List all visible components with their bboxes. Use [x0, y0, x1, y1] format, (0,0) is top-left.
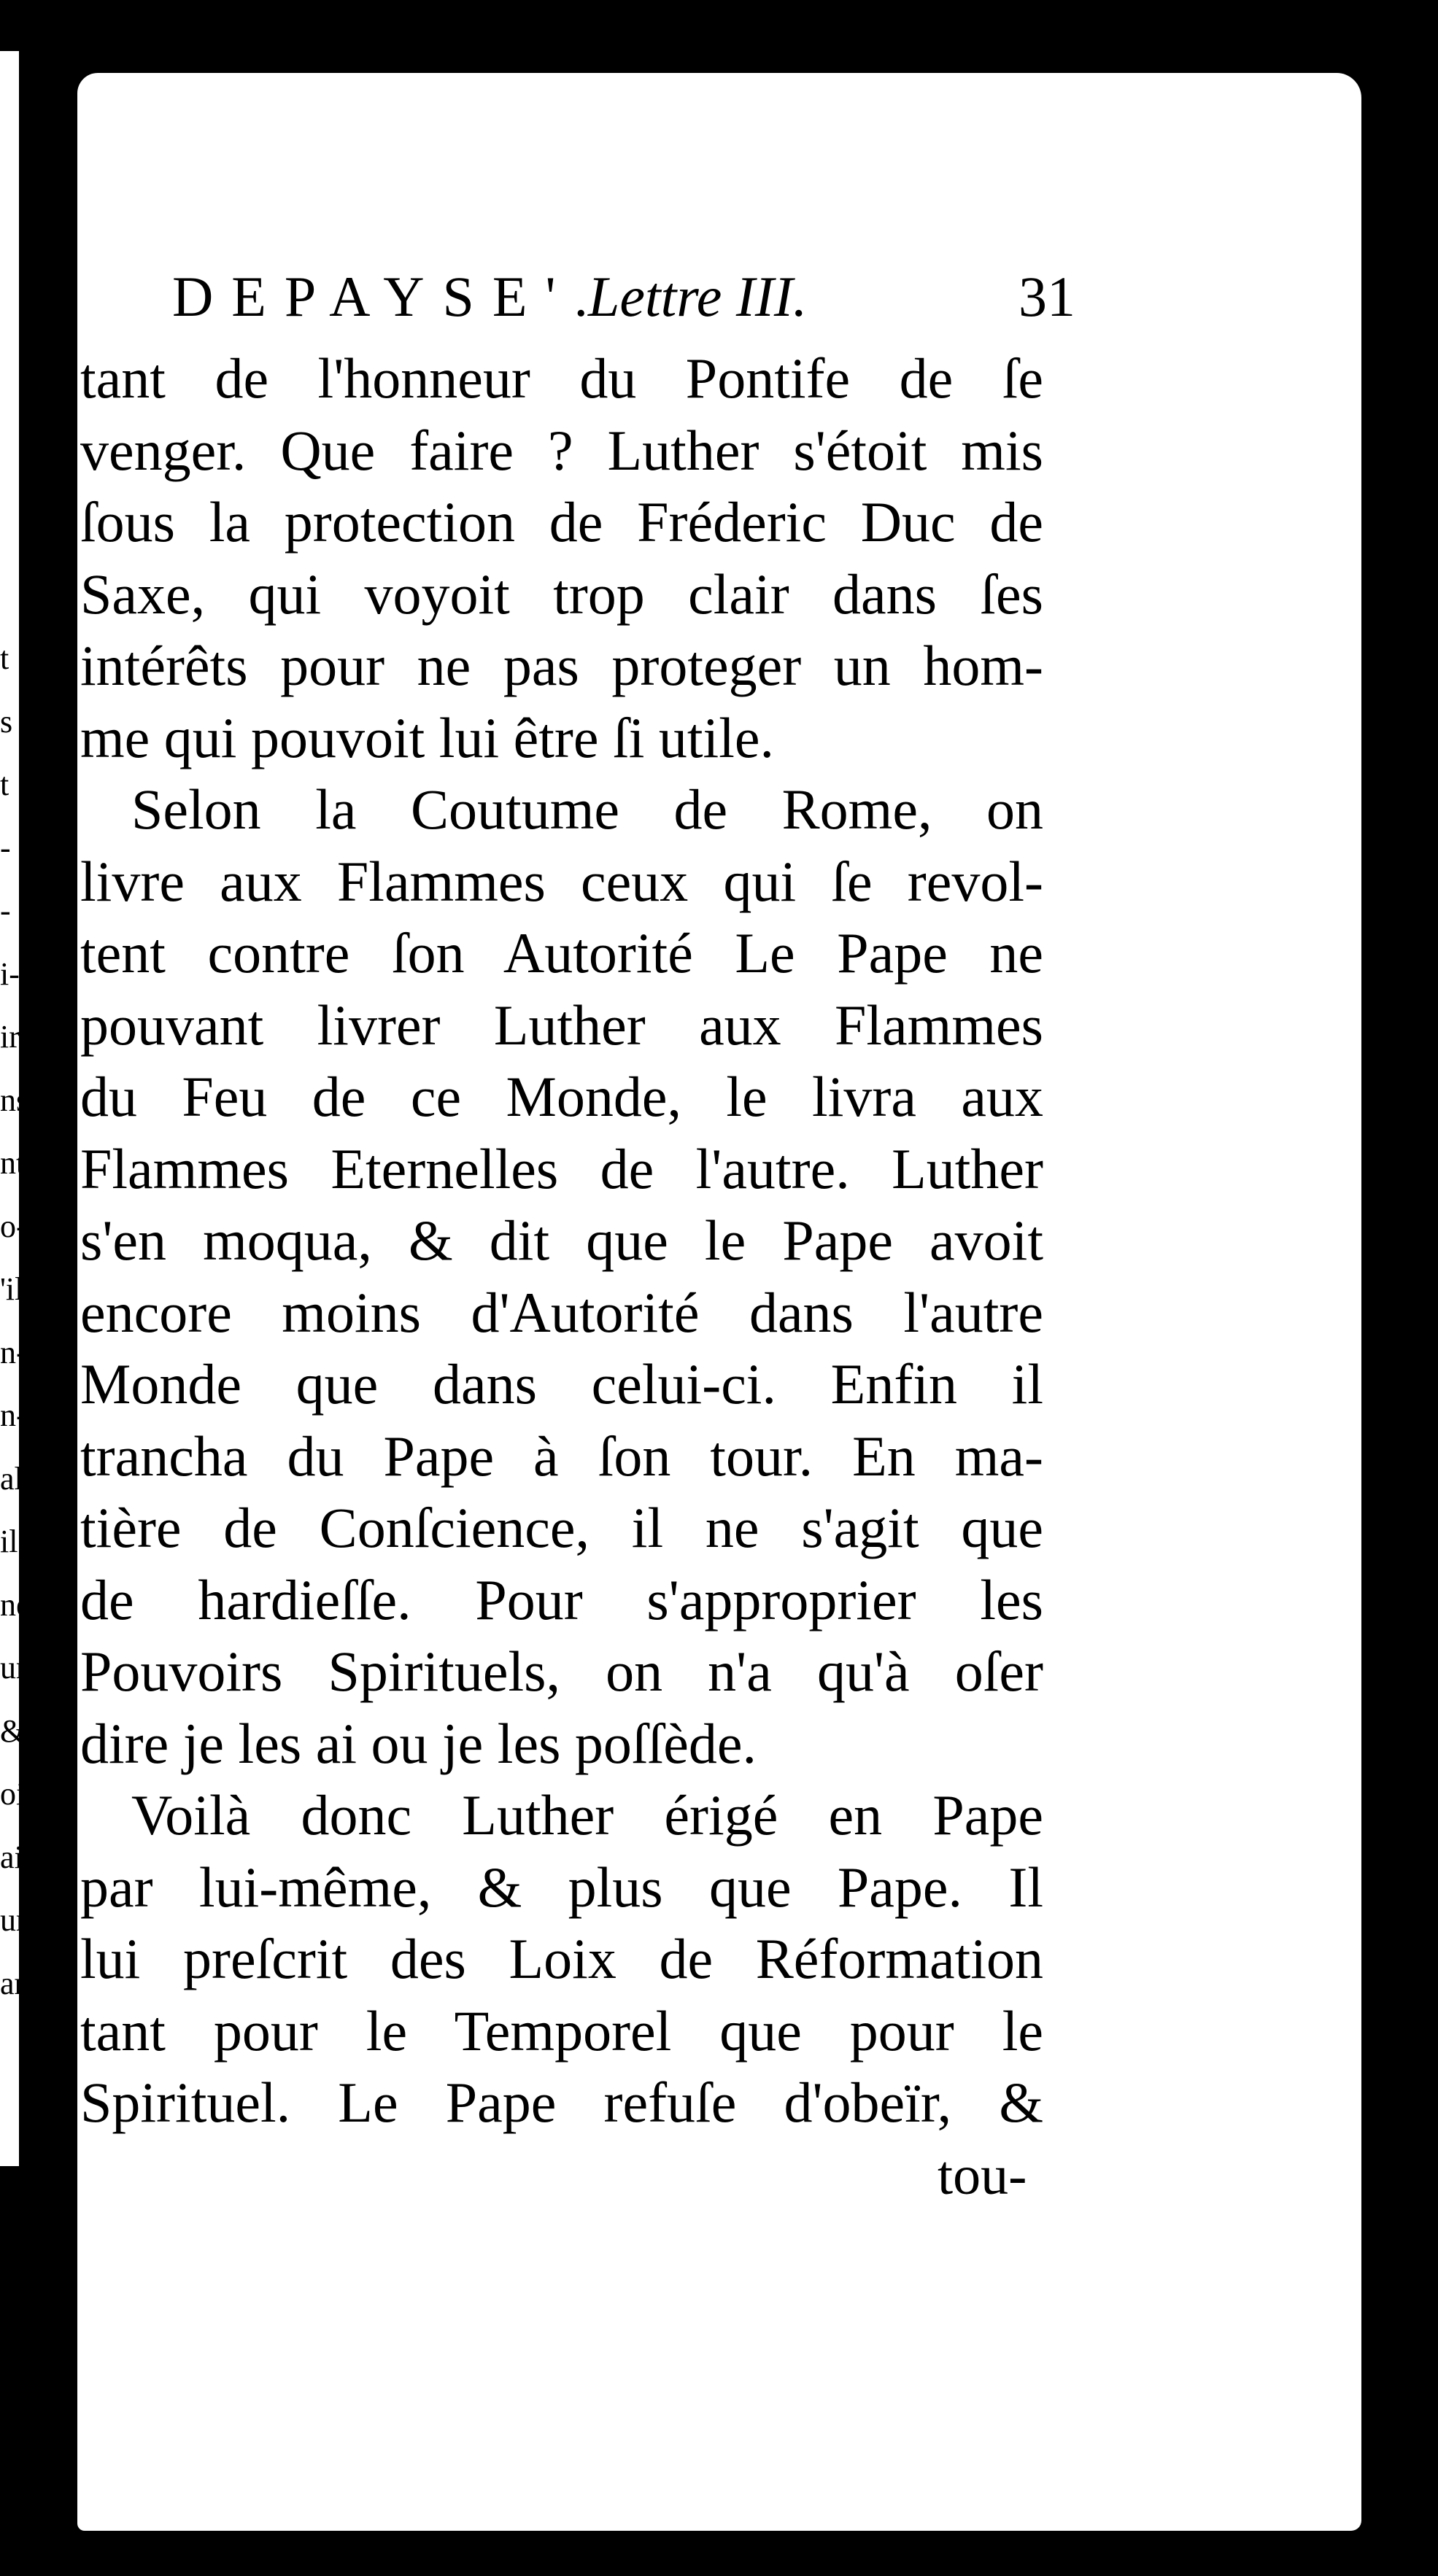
page-number: 31: [1018, 265, 1075, 328]
text-line: encore moins d'Autorité dans l'autre: [80, 1280, 1043, 1344]
text-line: pouvant livrer Luther aux Flammes: [80, 993, 1043, 1057]
text-line: Voilà donc Luther érigé en Pape: [131, 1783, 1043, 1847]
previous-page-fragment: s: [0, 703, 13, 740]
text-line: s'en moqua, & dit que le Pape avoit: [80, 1209, 1043, 1272]
previous-page-fragment: oi: [0, 1776, 26, 1812]
text-line: livre aux Flammes ceux qui ſe revol-: [80, 849, 1043, 913]
previous-page-fragments: [0, 627, 31, 2015]
body-text: [80, 343, 1043, 2239]
previous-page-fragment: -: [0, 829, 11, 866]
previous-page-fragment: al: [0, 1460, 23, 1497]
previous-page-fragment: ar: [0, 1965, 26, 2001]
previous-page-fragment: ur: [0, 1650, 27, 1685]
previous-page-fragment: o-: [0, 1208, 27, 1244]
previous-page-fragment: n-: [0, 1334, 27, 1370]
text-line: me qui pouvoit lui être ſi utile.: [80, 705, 775, 769]
text-line: Spirituel. Le Pape refuſe d'obeïr, &: [80, 2071, 1043, 2134]
text-line: trancha du Pape à ſon tour. En ma-: [80, 1424, 1043, 1488]
text-line: tent contre ſon Autorité Le Pape ne: [80, 921, 1043, 985]
text-line: Saxe, qui voyoit trop clair dans ſes: [80, 562, 1043, 626]
running-header: [172, 257, 1099, 337]
letter-label: Lettre III.: [588, 265, 808, 328]
previous-page-fragment: il: [0, 1524, 18, 1559]
previous-page-fragment: 'il: [0, 1271, 24, 1307]
text-line: de hardieſſe. Pour s'approprier les: [80, 1567, 1043, 1632]
text-line: lui preſcrit des Loix de Réformation: [80, 1927, 1043, 1990]
text-line: tière de Conſcience, il ne s'agit que: [80, 1496, 1043, 1559]
previous-page-fragment: n-: [0, 1397, 27, 1433]
text-line: Monde que dans celui-ci. Enfin il: [80, 1352, 1043, 1416]
previous-page-fragment: t: [0, 640, 9, 676]
text-line: tant de l'honneur du Pontife de ſe: [80, 346, 1043, 410]
previous-page-fragment: ns: [0, 1082, 29, 1118]
previous-page-fragment: ne: [0, 1586, 31, 1623]
previous-page-fragment: ir: [0, 1019, 20, 1055]
previous-page-fragment: ai: [0, 1839, 23, 1875]
text-line: Flammes Eternelles de l'autre. Luther: [80, 1136, 1043, 1200]
previous-page-fragment: &: [0, 1712, 26, 1749]
text-line: par lui-même, & plus que Pape. Il: [80, 1855, 1043, 1919]
text-line: Selon la Coutume de Rome, on: [131, 777, 1043, 841]
previous-page-fragment: nt: [0, 1145, 26, 1181]
previous-page-fragment: -: [0, 893, 11, 928]
text-line: du Feu de ce Monde, le livra aux: [80, 1065, 1043, 1128]
previous-page-fragment: t: [0, 767, 9, 802]
running-title: DEPAYSE'.: [172, 265, 606, 328]
previous-page-fragment: i-: [0, 955, 20, 992]
text-line: intérêts pour ne pas proteger un hom-: [80, 634, 1043, 697]
text-line: ſous la protection de Fréderic Duc de: [80, 490, 1043, 554]
catchword: tou-: [938, 2145, 1027, 2206]
text-line: dire je les ai ou je les poſſède.: [80, 1711, 757, 1775]
previous-page-fragment: ur: [0, 1902, 27, 1938]
text-line: Pouvoirs Spirituels, on n'a qu'à oſer: [80, 1640, 1043, 1703]
text-line: venger. Que faire ? Luther s'étoit mis: [80, 418, 1043, 482]
text-line: tant pour le Temporel que pour le: [80, 1998, 1043, 2063]
